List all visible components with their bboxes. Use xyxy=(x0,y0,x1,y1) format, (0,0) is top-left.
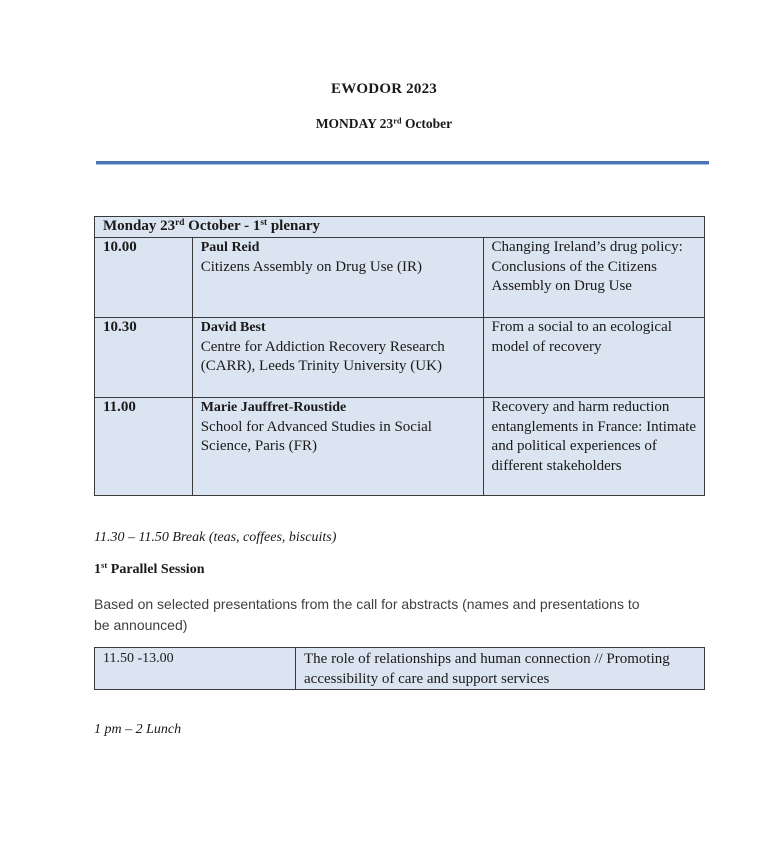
table-row xyxy=(95,318,705,398)
slot-time: 11.00 xyxy=(95,398,193,496)
parallel-session-heading xyxy=(94,562,205,578)
speaker-cell xyxy=(192,238,483,318)
header-divider xyxy=(96,161,709,165)
session-number: 1 xyxy=(94,562,101,577)
page-title: EWODOR 2023 xyxy=(331,81,437,97)
speaker-name: Marie Jauffret-Roustide xyxy=(200,400,347,415)
subtitle-day: MONDAY 23 xyxy=(315,116,394,131)
table-row xyxy=(95,238,705,318)
parallel-table xyxy=(94,647,705,690)
table-row xyxy=(95,398,705,496)
session-suffix: st xyxy=(101,560,108,571)
speaker-name: Paul Reid xyxy=(200,240,260,255)
slot-time: 11.50 -13.00 xyxy=(95,648,296,690)
talk-title: From a social to an ecological model of recovery xyxy=(483,318,704,398)
speaker-name: David Best xyxy=(200,320,266,335)
lunch-note: 1 pm – 2 Lunch xyxy=(94,722,182,737)
speaker-affiliation: Citizens Assembly on Drug Use (IR) xyxy=(200,258,422,275)
plenary-heading-mid: October - 1 xyxy=(184,218,261,234)
subtitle-suffix: rd xyxy=(393,116,402,126)
slot-time: 10.00 xyxy=(95,238,193,318)
session-label: Parallel Session xyxy=(107,562,205,577)
talk-title: Changing Ireland’s drug policy: Conclusions of the Citizens Assembly on Drug Use xyxy=(483,238,704,318)
plenary-heading xyxy=(95,217,705,238)
break-note: 11.30 – 11.50 Break (teas, coffees, biscuits) xyxy=(94,530,337,545)
plenary-heading-day: Monday 23 xyxy=(103,218,176,234)
plenary-heading-end: plenary xyxy=(267,218,320,234)
parallel-session-description: Based on selected presentations from the call for abstracts (names and presentations to be announced) xyxy=(94,596,640,633)
plenary-heading-row xyxy=(95,217,705,238)
table-row xyxy=(95,648,705,690)
speaker-affiliation: Centre for Addiction Recovery Research (CARR), Leeds Trinity University (UK) xyxy=(200,338,445,375)
speaker-cell xyxy=(192,398,483,496)
page-subtitle xyxy=(0,116,768,132)
slot-time: 10.30 xyxy=(95,318,193,398)
session-topics: The role of relationships and human connection // Promoting accessibility of care and support services xyxy=(296,648,705,690)
talk-title: Recovery and harm reduction entanglements in France: Intimate and political experiences of different stakeholders xyxy=(483,398,704,496)
speaker-affiliation: School for Advanced Studies in Social Science, Paris (FR) xyxy=(200,418,432,455)
plenary-heading-suffix: rd xyxy=(175,217,185,228)
speaker-cell xyxy=(192,318,483,398)
subtitle-month: October xyxy=(401,116,453,131)
plenary-heading-suffix-2: st xyxy=(260,217,268,228)
plenary-table xyxy=(94,216,705,496)
